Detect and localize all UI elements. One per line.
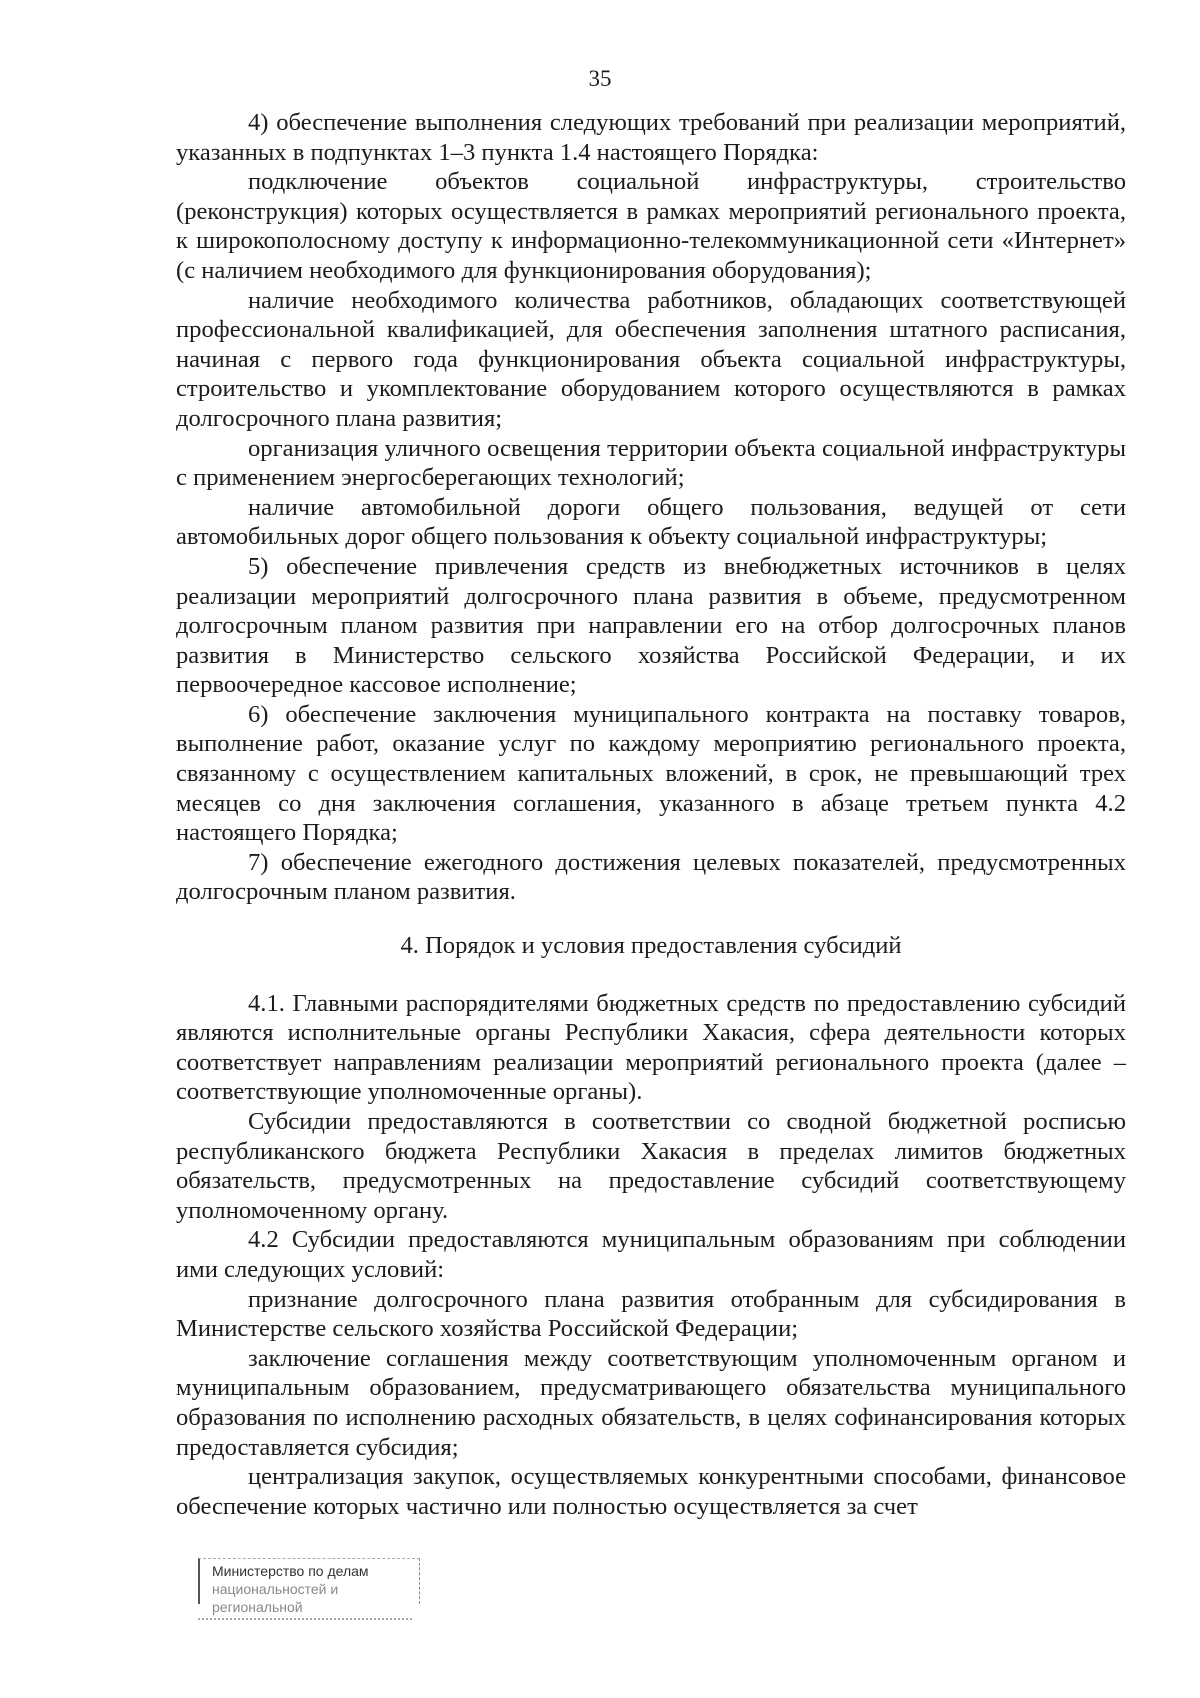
paragraph: наличие автомобильной дороги общего пользования, ведущей от сети автомобильных дорог общего пользования к объекту социальной инфраструктуры; <box>176 493 1126 551</box>
paragraph: организация уличного освещения территории объекта социальной инфраструктуры с применением энергосберегающих технологий; <box>176 434 1126 492</box>
registration-stamp <box>198 1558 420 1615</box>
section-paragraph: заключение соглашения между соответствующим уполномоченным органом и муниципальным образованием, предусматривающего обязательства муниципального образования по исполнению расходных обязательств, в целях софинансирования которых предоставляется субсидия; <box>176 1344 1126 1461</box>
page-number: 35 <box>588 66 612 91</box>
paragraph: 6) обеспечение заключения муниципального контракта на поставку товаров, выполнение работ, оказание услуг по каждому мероприятию регионального проекта, связанному с осуществлением капитальных вложений, в срок, не превышающий трех месяцев со дня заключения соглашения, указанного в абзаце третьем пункта 4.2 настоящего Порядка; <box>176 700 1126 847</box>
section-paragraph: признание долгосрочного плана развития отобранным для субсидирования в Министерстве сельского хозяйства Российской Федерации; <box>176 1285 1126 1343</box>
paragraph: 7) обеспечение ежегодного достижения целевых показателей, предусмотренных долгосрочным планом развития. <box>176 848 1126 906</box>
section-paragraph: 4.1. Главными распорядителями бюджетных средств по предоставлению субсидий являются исполнительные органы Республики Хакасия, сфера деятельности которых соответствует направлениям реализации мероприятий регионального проекта (далее – соответствующие уполномоченные органы). <box>176 989 1126 1106</box>
paragraph: 4) обеспечение выполнения следующих требований при реализации мероприятий, указанных в подпунктах 1–3 пункта 1.4 настоящего Порядка: <box>176 109 1126 166</box>
paragraph: подключение объектов социальной инфраструктуры, строительство (реконструкция) которых осуществляется в рамках мероприятий регионального проекта, к широкополосному доступу к информационно-телекоммуникационной сети «Интернет» (с наличием необходимого для функционирования оборудования); <box>176 168 1126 284</box>
document-body <box>176 108 1126 1521</box>
paragraph: наличие необходимого количества работников, обладающих соответствующей профессиональной квалификацией, для обеспечения заполнения штатного расписания, начиная с первого года функционирования объекта социальной инфраструктуры, строительство и укомплектование оборудованием которого осуществляются в рамках долгосрочного плана развития; <box>176 286 1126 432</box>
stamp-line-1: Министерство по делам <box>212 1563 369 1579</box>
section-paragraph: 4.2 Субсидии предоставляются муниципальным образованиям при соблюдении ими следующих условий: <box>176 1226 1126 1283</box>
stamp-underline <box>198 1618 412 1620</box>
section-paragraph: Субсидии предоставляются в соответствии со сводной бюджетной росписью республиканского бюджета Республики Хакасия в пределах лимитов бюджетных обязательств, предусмотренных на предоставление субсидий соответствующему уполномоченному органу. <box>176 1108 1126 1224</box>
stamp-line-2: национальностей и региональной <box>212 1581 339 1615</box>
section-heading: 4. Порядок и условия предоставления субсидий <box>400 932 902 960</box>
section-paragraph: централизация закупок, осуществляемых конкурентными способами, финансовое обеспечение которых частично или полностью осуществляется за счет <box>176 1463 1126 1520</box>
paragraph: 5) обеспечение привлечения средств из внебюджетных источников в целях реализации мероприятий долгосрочного плана развития в объеме, предусмотренном долгосрочным планом развития при направлении его на отбор долгосрочных планов развития в Министерство сельского хозяйства Российской Федерации, и их первоочередное кассовое исполнение; <box>176 552 1126 699</box>
